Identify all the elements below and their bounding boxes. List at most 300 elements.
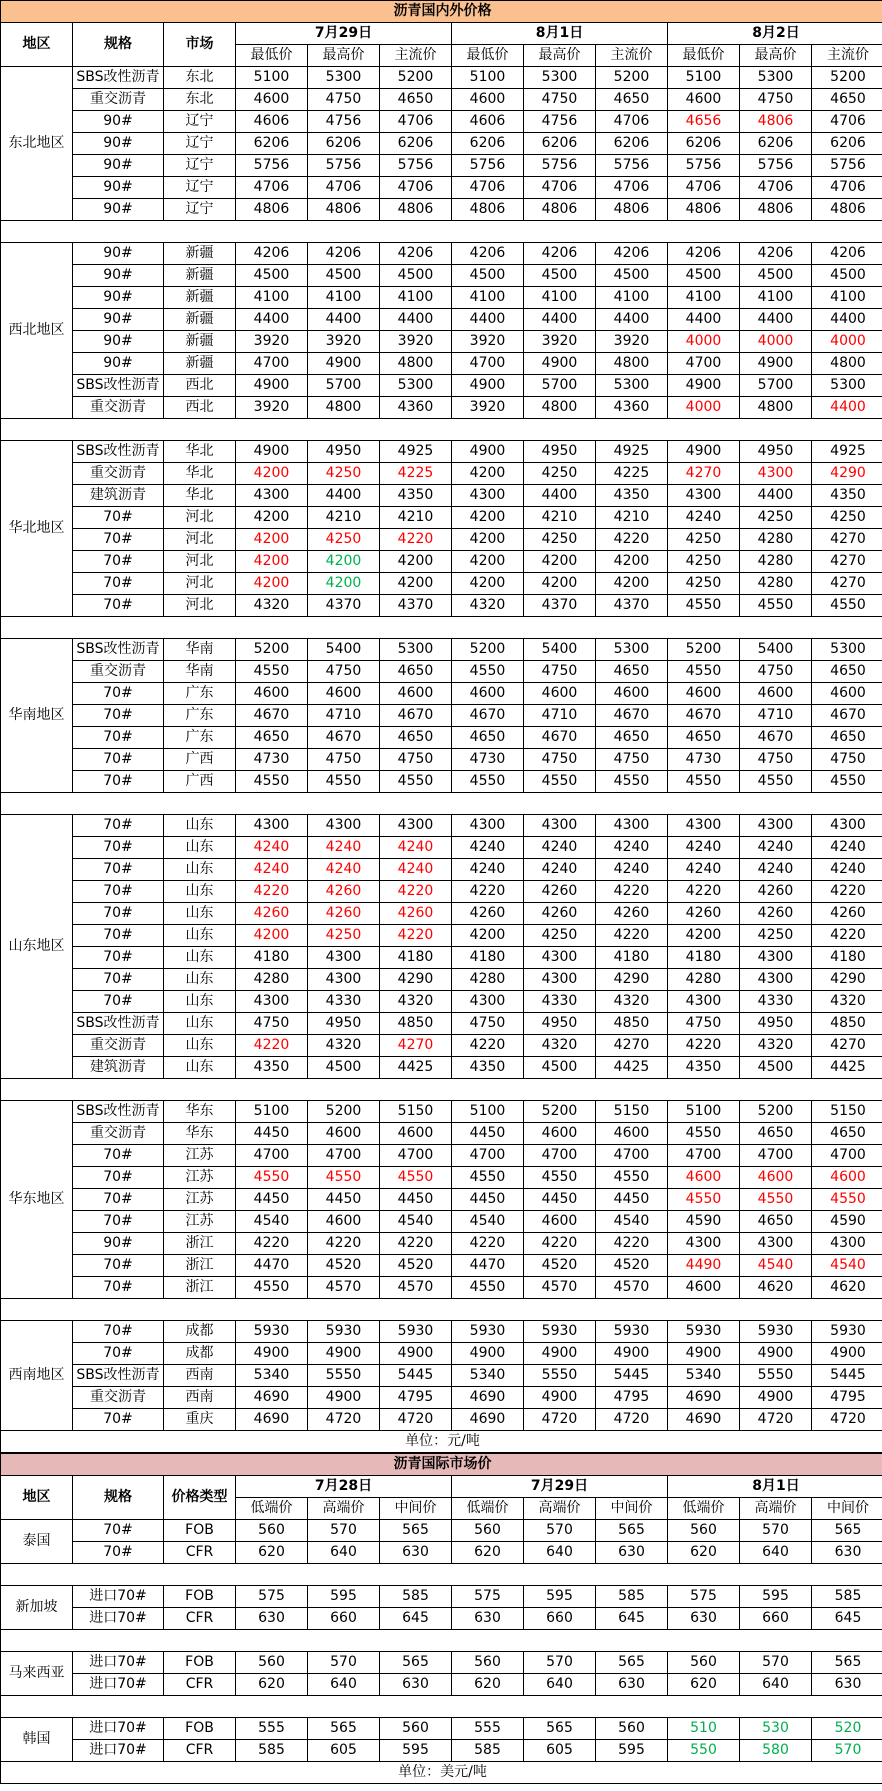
spec-cell: 建筑沥青	[73, 485, 164, 507]
price-cell: 4220	[596, 529, 668, 551]
price-cell: 4800	[596, 353, 668, 375]
market-cell: 西南	[164, 1365, 236, 1387]
price-cell: 4180	[236, 947, 308, 969]
price-cell: 585	[596, 1586, 668, 1608]
price-cell: 560	[236, 1520, 308, 1542]
price-cell: 4806	[740, 111, 812, 133]
price-cell: 4220	[308, 1233, 380, 1255]
table-row	[1, 771, 882, 793]
column-header-price_type: 价格类型	[164, 1476, 236, 1520]
price-cell: 4220	[668, 881, 740, 903]
region-name: 山东地区	[1, 815, 73, 1079]
price-cell: 4300	[524, 815, 596, 837]
price-cell: 4200	[524, 573, 596, 595]
price-cell: 4200	[236, 573, 308, 595]
price-cell: 4450	[236, 1189, 308, 1211]
market-cell: 东北	[164, 67, 236, 89]
market-cell: 江苏	[164, 1167, 236, 1189]
price-cell: 4000	[812, 331, 882, 353]
price-cell: 630	[668, 1608, 740, 1630]
price-cell: 4300	[668, 815, 740, 837]
price-cell: 5150	[596, 1101, 668, 1123]
market-cell: 山东	[164, 1013, 236, 1035]
price-cell: 4100	[308, 287, 380, 309]
price-cell: 570	[812, 1740, 882, 1762]
price-cell: 4260	[452, 903, 524, 925]
price-cell: 4500	[740, 265, 812, 287]
price-cell: 4710	[740, 705, 812, 727]
price-cell: 4806	[452, 199, 524, 221]
spec-cell: 进口70#	[73, 1718, 164, 1740]
price-cell: 640	[740, 1674, 812, 1696]
price-cell: 5930	[740, 1321, 812, 1343]
market-cell: 新疆	[164, 331, 236, 353]
price-cell: 4200	[596, 573, 668, 595]
price-cell: 4806	[380, 199, 452, 221]
spec-cell: SBS改性沥青	[73, 1101, 164, 1123]
price-cell: 4240	[308, 837, 380, 859]
price-cell: 4220	[236, 1233, 308, 1255]
table-row	[1, 177, 882, 199]
market-cell: 江苏	[164, 1211, 236, 1233]
price-cell: 4450	[524, 1189, 596, 1211]
price-cell: 4900	[740, 1387, 812, 1409]
price-cell: 4300	[740, 969, 812, 991]
price-cell: 4290	[812, 969, 882, 991]
market-cell: 新疆	[164, 243, 236, 265]
price-cell: 4650	[596, 727, 668, 749]
price-cell: 4330	[524, 991, 596, 1013]
spec-cell: 70#	[73, 1520, 164, 1542]
spec-cell: 70#	[73, 837, 164, 859]
price-cell: 4320	[812, 991, 882, 1013]
spacer-row	[1, 221, 882, 243]
price-cell: 5930	[308, 1321, 380, 1343]
price-cell: 4200	[236, 551, 308, 573]
price-cell: 4900	[308, 353, 380, 375]
price-cell: 4180	[668, 947, 740, 969]
section-title-row	[1, 1, 882, 23]
price-cell: 4400	[668, 309, 740, 331]
price-cell: 4100	[812, 287, 882, 309]
spec-cell: 重交沥青	[73, 397, 164, 419]
price-cell: 4490	[668, 1255, 740, 1277]
market-cell: 山东	[164, 1057, 236, 1079]
price-cell: 5756	[812, 155, 882, 177]
market-cell: 浙江	[164, 1233, 236, 1255]
price-cell: 4220	[236, 1035, 308, 1057]
table-row	[1, 727, 882, 749]
price-cell: 4540	[236, 1211, 308, 1233]
spec-cell: SBS改性沥青	[73, 1365, 164, 1387]
price-cell: 4550	[452, 661, 524, 683]
price-cell: 4750	[308, 89, 380, 111]
market-cell: 广东	[164, 727, 236, 749]
market-cell: 山东	[164, 837, 236, 859]
price-cell: 4270	[812, 529, 882, 551]
price-cell: 4710	[308, 705, 380, 727]
price-cell: 5756	[308, 155, 380, 177]
price-cell: 4450	[308, 1189, 380, 1211]
price-cell: 4720	[812, 1409, 882, 1431]
price-cell: 555	[452, 1718, 524, 1740]
price-cell: 660	[740, 1608, 812, 1630]
unit-note: 单位：美元/吨	[1, 1762, 882, 1784]
price-cell: 4706	[668, 177, 740, 199]
table-row	[1, 1608, 882, 1630]
table-row	[1, 1123, 882, 1145]
price-cell: 4280	[452, 969, 524, 991]
price-cell: 5700	[740, 375, 812, 397]
price-cell: 4200	[236, 925, 308, 947]
market-cell: 山东	[164, 815, 236, 837]
price-cell: 4720	[596, 1409, 668, 1431]
price-cell: 5756	[524, 155, 596, 177]
price-cell: 4925	[812, 441, 882, 463]
price-cell: 4750	[740, 89, 812, 111]
price-cell: 4600	[524, 683, 596, 705]
table-row	[1, 331, 882, 353]
price-cell: 4650	[812, 661, 882, 683]
region-name: 西南地区	[1, 1321, 73, 1431]
price-cell: 4320	[596, 991, 668, 1013]
price-cell: 5756	[380, 155, 452, 177]
spec-cell: 进口70#	[73, 1674, 164, 1696]
price-cell: 4550	[668, 1189, 740, 1211]
price-cell: 4900	[236, 1343, 308, 1365]
price-cell: 4330	[308, 991, 380, 1013]
market-cell: 华东	[164, 1101, 236, 1123]
market-cell: 江苏	[164, 1189, 236, 1211]
price-cell: 4220	[812, 881, 882, 903]
price-cell: 4350	[452, 1057, 524, 1079]
price-cell: 630	[236, 1608, 308, 1630]
price-cell: 4180	[452, 947, 524, 969]
price-cell: 4570	[596, 1277, 668, 1299]
price-cell: 640	[308, 1542, 380, 1564]
price-cell: 4600	[452, 89, 524, 111]
spec-cell: 70#	[73, 1321, 164, 1343]
price-cell: 4300	[452, 815, 524, 837]
price-cell: 5200	[308, 1101, 380, 1123]
market-cell: 成都	[164, 1321, 236, 1343]
price-cell: 4300	[740, 1233, 812, 1255]
table-row	[1, 375, 882, 397]
section-title: 沥青国内外价格	[1, 1, 882, 23]
price-cell: 4720	[740, 1409, 812, 1431]
price-cell: 4240	[668, 859, 740, 881]
price-cell: 4900	[452, 375, 524, 397]
spec-cell: 70#	[73, 705, 164, 727]
price-cell: 4800	[812, 353, 882, 375]
price-cell: 5200	[596, 67, 668, 89]
price-cell: 5445	[380, 1365, 452, 1387]
price-cell: 4350	[380, 485, 452, 507]
price-cell: 575	[668, 1586, 740, 1608]
price-cell: 4220	[380, 925, 452, 947]
price-cell: 4400	[524, 309, 596, 331]
price-cell: 4650	[380, 89, 452, 111]
price-cell: 4756	[308, 111, 380, 133]
spec-cell: 70#	[73, 815, 164, 837]
market-cell: 山东	[164, 881, 236, 903]
international-price-table	[0, 1453, 882, 1784]
price-cell: 4400	[308, 485, 380, 507]
price-cell: 4670	[812, 705, 882, 727]
price-cell: 4500	[308, 265, 380, 287]
market-cell: 西北	[164, 397, 236, 419]
price-cell: 4240	[668, 507, 740, 529]
price-cell: 4290	[380, 969, 452, 991]
market-cell: 辽宁	[164, 199, 236, 221]
price-cell: 4670	[668, 705, 740, 727]
price-cell: 4550	[668, 661, 740, 683]
market-cell: 重庆	[164, 1409, 236, 1431]
spec-cell: 进口70#	[73, 1740, 164, 1762]
table-row	[1, 1255, 882, 1277]
price-cell: 4200	[452, 463, 524, 485]
price-cell: 660	[524, 1608, 596, 1630]
table-row	[1, 287, 882, 309]
table-row	[1, 1277, 882, 1299]
price-cell: 4220	[452, 881, 524, 903]
price-cell: 4670	[236, 705, 308, 727]
spec-cell: 70#	[73, 1211, 164, 1233]
price-cell: 4690	[668, 1387, 740, 1409]
price-cell: 560	[596, 1718, 668, 1740]
price-cell: 4370	[380, 595, 452, 617]
price-cell: 4400	[812, 309, 882, 331]
price-cell: 5930	[452, 1321, 524, 1343]
price-cell: 4600	[812, 1167, 882, 1189]
spec-cell: 90#	[73, 243, 164, 265]
price-cell: 4550	[380, 1167, 452, 1189]
price-cell: 4750	[668, 1013, 740, 1035]
price-cell: 5400	[308, 639, 380, 661]
price-cell: 4240	[236, 837, 308, 859]
price-cell: 4950	[524, 441, 596, 463]
price-cell: 630	[380, 1542, 452, 1564]
price-cell: 4425	[380, 1057, 452, 1079]
price-cell: 4300	[308, 815, 380, 837]
price-cell: 4400	[452, 309, 524, 331]
price-cell: 630	[812, 1542, 882, 1564]
price-cell: 4200	[236, 507, 308, 529]
price-label-header: 中间价	[812, 1498, 882, 1520]
price-cell: 5200	[524, 1101, 596, 1123]
price-cell: 5200	[812, 67, 882, 89]
price-cell: 5300	[380, 375, 452, 397]
price-cell: 4550	[308, 1167, 380, 1189]
price-cell: 630	[380, 1674, 452, 1696]
price-cell: 640	[308, 1674, 380, 1696]
price-cell: 4240	[596, 837, 668, 859]
price-cell: 4900	[236, 441, 308, 463]
price-cell: 4900	[308, 1343, 380, 1365]
table-row	[1, 1652, 882, 1674]
market-cell: 东北	[164, 89, 236, 111]
price-label-header: 最高价	[524, 45, 596, 67]
table-row	[1, 1409, 882, 1431]
price-cell: 4806	[668, 199, 740, 221]
price-cell: 5300	[812, 375, 882, 397]
price-cell: 4330	[740, 991, 812, 1013]
price-cell: 4320	[740, 1035, 812, 1057]
price-label-header: 低端价	[236, 1498, 308, 1520]
price-cell: 4606	[236, 111, 308, 133]
price-cell: 4806	[308, 199, 380, 221]
region-name: 华东地区	[1, 1101, 73, 1299]
price-cell: 5150	[380, 1101, 452, 1123]
market-cell: 江苏	[164, 1145, 236, 1167]
spec-cell: 90#	[73, 331, 164, 353]
spec-cell: 90#	[73, 1233, 164, 1255]
price-cell: 4600	[740, 1167, 812, 1189]
price-cell: 4700	[236, 1145, 308, 1167]
price-cell: 4100	[524, 287, 596, 309]
price-cell: 4370	[308, 595, 380, 617]
table-row	[1, 683, 882, 705]
price-cell: 585	[812, 1586, 882, 1608]
table-row	[1, 749, 882, 771]
price-cell: 4925	[596, 441, 668, 463]
price-cell: 4225	[380, 463, 452, 485]
price-cell: 4925	[380, 441, 452, 463]
price-cell: 4900	[812, 1343, 882, 1365]
price-cell: 4900	[236, 375, 308, 397]
price-cell: 4260	[308, 881, 380, 903]
price-cell: 5200	[236, 639, 308, 661]
price-cell: 4590	[668, 1211, 740, 1233]
price-cell: 4250	[524, 925, 596, 947]
price-cell: 4220	[596, 881, 668, 903]
country-name: 韩国	[1, 1718, 73, 1762]
price-cell: 4180	[812, 947, 882, 969]
price-cell: 4240	[596, 859, 668, 881]
price-cell: 6206	[380, 133, 452, 155]
price-cell: 4210	[308, 507, 380, 529]
price-cell: 4100	[380, 287, 452, 309]
price-cell: 4900	[524, 353, 596, 375]
spec-cell: 70#	[73, 1145, 164, 1167]
price-cell: 4550	[452, 771, 524, 793]
spec-cell: 进口70#	[73, 1608, 164, 1630]
market-cell: 华南	[164, 639, 236, 661]
table-row	[1, 463, 882, 485]
price-cell: 4550	[812, 1189, 882, 1211]
date-header: 7月28日	[236, 1476, 452, 1498]
spacer-cell	[1, 1079, 882, 1101]
price-cell: 4600	[308, 1211, 380, 1233]
price-cell: 4500	[236, 265, 308, 287]
price-cell: 3920	[236, 397, 308, 419]
price-cell: 4100	[740, 287, 812, 309]
table-row	[1, 837, 882, 859]
price-cell: 4280	[668, 969, 740, 991]
market-cell: 辽宁	[164, 133, 236, 155]
price-cell: 4900	[452, 1343, 524, 1365]
price-cell: 4300	[668, 991, 740, 1013]
price-cell: 4500	[308, 1057, 380, 1079]
price-cell: 5300	[596, 375, 668, 397]
date-header: 8月1日	[452, 23, 668, 45]
price-cell: 660	[308, 1608, 380, 1630]
price-cell: 4240	[740, 837, 812, 859]
market-cell: 广西	[164, 749, 236, 771]
price-cell: 5700	[524, 375, 596, 397]
price-cell: 4650	[380, 727, 452, 749]
price-cell: 4670	[452, 705, 524, 727]
price-cell: 4400	[812, 397, 882, 419]
price-cell: 4750	[452, 1013, 524, 1035]
price-cell: 4300	[740, 815, 812, 837]
price-cell: 4950	[308, 441, 380, 463]
spec-cell: 70#	[73, 507, 164, 529]
price-cell: 4600	[452, 683, 524, 705]
table-row	[1, 1520, 882, 1542]
price-cell: 4270	[812, 573, 882, 595]
table-row	[1, 705, 882, 727]
price-cell: 630	[812, 1674, 882, 1696]
market-cell: 广西	[164, 771, 236, 793]
price-cell: 4700	[812, 1145, 882, 1167]
price-type-cell: CFR	[164, 1674, 236, 1696]
spec-cell: 重交沥青	[73, 463, 164, 485]
price-cell: 4795	[596, 1387, 668, 1409]
price-cell: 4220	[236, 881, 308, 903]
price-cell: 4200	[452, 925, 524, 947]
price-cell: 4300	[452, 991, 524, 1013]
price-cell: 4900	[524, 1343, 596, 1365]
price-cell: 4550	[452, 1167, 524, 1189]
price-cell: 4250	[308, 463, 380, 485]
spec-cell: 进口70#	[73, 1586, 164, 1608]
price-cell: 4750	[524, 749, 596, 771]
spec-cell: 90#	[73, 111, 164, 133]
spec-cell: 70#	[73, 683, 164, 705]
price-cell: 4900	[596, 1343, 668, 1365]
price-cell: 6206	[524, 133, 596, 155]
price-cell: 4200	[452, 573, 524, 595]
spec-cell: 90#	[73, 199, 164, 221]
price-cell: 4350	[668, 1057, 740, 1079]
price-cell: 4550	[452, 1277, 524, 1299]
price-cell: 5200	[380, 67, 452, 89]
price-cell: 4650	[380, 661, 452, 683]
spec-cell: 70#	[73, 903, 164, 925]
price-cell: 4450	[380, 1189, 452, 1211]
market-cell: 山东	[164, 947, 236, 969]
price-cell: 4220	[452, 1035, 524, 1057]
price-cell: 4750	[380, 749, 452, 771]
price-cell: 560	[452, 1652, 524, 1674]
market-cell: 新疆	[164, 287, 236, 309]
price-cell: 4210	[524, 507, 596, 529]
table-row	[1, 1233, 882, 1255]
price-cell: 4400	[524, 485, 596, 507]
spec-cell: 70#	[73, 551, 164, 573]
price-cell: 5930	[596, 1321, 668, 1343]
price-cell: 4670	[380, 705, 452, 727]
price-cell: 4550	[380, 771, 452, 793]
price-cell: 4270	[668, 463, 740, 485]
price-cell: 4500	[740, 1057, 812, 1079]
price-cell: 4320	[308, 1035, 380, 1057]
spacer-cell	[1, 617, 882, 639]
price-cell: 4200	[380, 551, 452, 573]
price-cell: 4706	[812, 111, 882, 133]
price-cell: 4550	[596, 1167, 668, 1189]
